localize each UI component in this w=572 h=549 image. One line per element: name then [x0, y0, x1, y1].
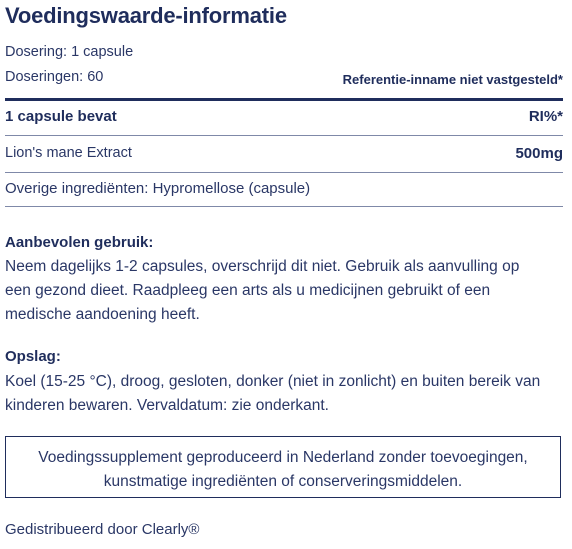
- storage-heading: Opslag:: [5, 348, 61, 365]
- table-row-rule: [5, 172, 563, 173]
- usage-line: een gezond dieet. Raadpleeg een arts als u medicijnen gebruikt of een: [5, 282, 491, 299]
- storage-text: [5, 370, 565, 418]
- notice-line: Voedingssupplement geproduceerd in Nederland zonder toevoegingen,: [38, 449, 528, 466]
- dosage-text: Dosering: 1 capsule: [5, 44, 134, 60]
- table-top-rule: [5, 98, 563, 101]
- ri-note: Referentie-inname niet vastgesteld*: [342, 72, 563, 87]
- usage-line: medische aandoening heeft.: [5, 306, 200, 323]
- usage-heading: Aanbevolen gebruik:: [5, 234, 154, 251]
- distributor-text: Gedistribueerd door Clearly®: [5, 521, 200, 538]
- table-row-name: Lion's mane Extract: [5, 145, 132, 161]
- notice-line: kunstmatige ingrediënten of conserveringsmiddelen.: [103, 473, 463, 490]
- storage-line: kinderen bewaren. Vervaldatum: zie onderkant.: [5, 397, 329, 414]
- notice-box: [5, 436, 561, 498]
- table-row-amount: 500mg: [515, 145, 563, 162]
- table-header-right: RI%*: [528, 108, 563, 125]
- notice-text: [6, 446, 560, 494]
- doses-text: Doseringen: 60: [5, 69, 104, 85]
- page-title: Voedingswaarde-informatie: [5, 3, 287, 28]
- storage-line: Koel (15-25 °C), droog, gesloten, donker (niet in zonlicht) en buiten bereik van: [5, 373, 541, 390]
- usage-line: Neem dagelijks 1-2 capsules, overschrijd dit niet. Gebruik als aanvulling op: [5, 258, 520, 275]
- ingredients-rule: [5, 206, 563, 207]
- usage-text: [5, 255, 565, 327]
- table-header-rule: [5, 135, 563, 136]
- other-ingredients: Overige ingrediënten: Hypromellose (capsule): [5, 180, 311, 197]
- table-header-left: 1 capsule bevat: [5, 108, 117, 125]
